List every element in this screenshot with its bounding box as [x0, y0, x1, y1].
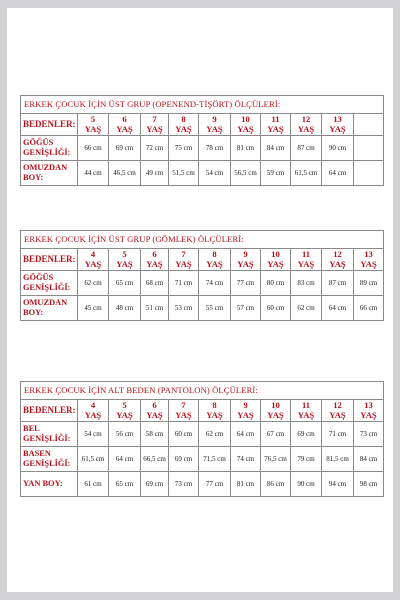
table-row	[21, 136, 384, 161]
value-cell: 74 cm	[199, 271, 231, 296]
row-label: OMUZDAN BOY:	[21, 161, 78, 186]
age-cell: 9 YAŞ	[199, 114, 231, 136]
sizes-label: BEDENLER:	[21, 249, 78, 271]
value-cell: 53 cm	[169, 296, 199, 321]
value-cell: 65 cm	[109, 472, 141, 497]
value-cell: 90 cm	[291, 472, 322, 497]
size-table-shirt	[20, 230, 384, 321]
table-row	[21, 296, 384, 321]
value-cell: 49 cm	[141, 161, 169, 186]
value-cell: 78 cm	[199, 136, 231, 161]
age-cell: 12 YAŞ	[322, 249, 354, 271]
value-cell: 87 cm	[322, 271, 354, 296]
value-cell: 44 cm	[78, 161, 109, 186]
value-cell: 72 cm	[141, 136, 169, 161]
table-title: ERKEK ÇOCUK İÇİN ALT BEDEN (PANTOLON) ÖLÇÜLERİ:	[21, 382, 384, 400]
value-cell: 48 cm	[109, 296, 141, 321]
value-cell: 64 cm	[231, 422, 261, 447]
age-cell: 5 YAŞ	[109, 400, 141, 422]
value-cell: 73 cm	[169, 472, 199, 497]
value-cell: 69 cm	[291, 422, 322, 447]
value-cell: 55 cm	[199, 296, 231, 321]
value-cell: 69 cm	[141, 472, 169, 497]
value-cell: 61,5 cm	[291, 161, 322, 186]
value-cell: 81,5 cm	[322, 447, 354, 472]
age-cell: 5 YAŞ	[78, 114, 109, 136]
age-cell: 13 YAŞ	[354, 400, 384, 422]
value-cell: 66 cm	[354, 296, 384, 321]
age-cell: 4 YAŞ	[78, 249, 109, 271]
header-row	[21, 400, 384, 422]
value-cell: 58 cm	[141, 422, 169, 447]
value-cell: 64 cm	[322, 296, 354, 321]
value-cell: 65 cm	[109, 271, 141, 296]
value-cell: 64 cm	[109, 447, 141, 472]
value-cell: 45 cm	[78, 296, 109, 321]
value-cell: 74 cm	[231, 447, 261, 472]
empty-cell	[354, 161, 384, 186]
value-cell: 57 cm	[231, 296, 261, 321]
table-title: ERKEK ÇOCUK İÇİN ÜST GRUP (GÖMLEK) ÖLÇÜLERİ:	[21, 231, 384, 249]
age-cell: 9 YAŞ	[231, 249, 261, 271]
value-cell: 81 cm	[231, 472, 261, 497]
value-cell: 81 cm	[231, 136, 261, 161]
value-cell: 83 cm	[291, 271, 322, 296]
value-cell: 77 cm	[231, 271, 261, 296]
value-cell: 51 cm	[141, 296, 169, 321]
value-cell: 84 cm	[261, 136, 291, 161]
value-cell: 75 cm	[169, 136, 199, 161]
value-cell: 64 cm	[322, 161, 354, 186]
age-cell: 7 YAŞ	[169, 400, 199, 422]
value-cell: 87 cm	[291, 136, 322, 161]
age-cell: 8 YAŞ	[199, 400, 231, 422]
age-cell: 10 YAŞ	[231, 114, 261, 136]
value-cell: 59 cm	[261, 161, 291, 186]
value-cell: 71 cm	[169, 271, 199, 296]
row-label: BASEN GENİŞLİĞİ:	[21, 447, 78, 472]
age-cell: 6 YAŞ	[141, 249, 169, 271]
value-cell: 67 cm	[261, 422, 291, 447]
age-cell: 11 YAŞ	[261, 114, 291, 136]
value-cell: 98 cm	[354, 472, 384, 497]
value-cell: 62 cm	[291, 296, 322, 321]
age-cell: 4 YAŞ	[78, 400, 109, 422]
age-cell: 12 YAŞ	[322, 400, 354, 422]
value-cell: 66,5 cm	[141, 447, 169, 472]
value-cell: 51,5 cm	[169, 161, 199, 186]
size-table-tshirt	[20, 95, 384, 186]
table-row	[21, 447, 384, 472]
header-row	[21, 114, 384, 136]
value-cell: 90 cm	[322, 136, 354, 161]
row-label: GÖĞÜS GENİŞLİĞİ:	[21, 271, 78, 296]
value-cell: 56,5 cm	[231, 161, 261, 186]
sizes-label: BEDENLER:	[21, 114, 78, 136]
age-cell: 7 YAŞ	[169, 249, 199, 271]
value-cell: 61,5 cm	[78, 447, 109, 472]
value-cell: 69 cm	[169, 447, 199, 472]
age-cell: 13 YAŞ	[322, 114, 354, 136]
value-cell: 80 cm	[261, 271, 291, 296]
value-cell: 89 cm	[354, 271, 384, 296]
row-label: BEL GENİŞLİĞİ:	[21, 422, 78, 447]
row-label: GÖĞÜS GENİŞLİĞİ:	[21, 136, 78, 161]
age-cell: 6 YAŞ	[109, 114, 141, 136]
table-row	[21, 161, 384, 186]
value-cell: 60 cm	[169, 422, 199, 447]
value-cell: 71,5 cm	[199, 447, 231, 472]
value-cell: 62 cm	[199, 422, 231, 447]
value-cell: 56 cm	[109, 422, 141, 447]
value-cell: 71 cm	[322, 422, 354, 447]
age-cell: 13 YAŞ	[354, 249, 384, 271]
age-cell: 9 YAŞ	[231, 400, 261, 422]
value-cell: 77 cm	[199, 472, 231, 497]
age-cell: 12 YAŞ	[291, 114, 322, 136]
age-cell: 10 YAŞ	[261, 249, 291, 271]
value-cell: 76,5 cm	[261, 447, 291, 472]
age-cell: 11 YAŞ	[291, 249, 322, 271]
value-cell: 66 cm	[78, 136, 109, 161]
table-row	[21, 271, 384, 296]
empty-cell	[354, 114, 384, 136]
value-cell: 73 cm	[354, 422, 384, 447]
age-cell: 7 YAŞ	[141, 114, 169, 136]
age-cell: 11 YAŞ	[291, 400, 322, 422]
value-cell: 94 cm	[322, 472, 354, 497]
sizes-label: BEDENLER:	[21, 400, 78, 422]
value-cell: 54 cm	[199, 161, 231, 186]
value-cell: 84 cm	[354, 447, 384, 472]
size-table-trousers	[20, 381, 384, 497]
header-row	[21, 249, 384, 271]
value-cell: 46,5 cm	[109, 161, 141, 186]
value-cell: 60 cm	[261, 296, 291, 321]
value-cell: 86 cm	[261, 472, 291, 497]
age-cell: 8 YAŞ	[199, 249, 231, 271]
value-cell: 62 cm	[78, 271, 109, 296]
age-cell: 10 YAŞ	[261, 400, 291, 422]
value-cell: 54 cm	[78, 422, 109, 447]
table-row	[21, 422, 384, 447]
value-cell: 68 cm	[141, 271, 169, 296]
table-row	[21, 472, 384, 497]
age-cell: 8 YAŞ	[169, 114, 199, 136]
age-cell: 5 YAŞ	[109, 249, 141, 271]
value-cell: 61 cm	[78, 472, 109, 497]
value-cell: 79 cm	[291, 447, 322, 472]
age-cell: 6 YAŞ	[141, 400, 169, 422]
value-cell: 69 cm	[109, 136, 141, 161]
row-label: YAN BOY:	[21, 472, 78, 497]
size-chart-page	[7, 8, 393, 592]
row-label: OMUZDAN BOY:	[21, 296, 78, 321]
empty-cell	[354, 136, 384, 161]
table-title: ERKEK ÇOCUK İÇİN ÜST GRUP (OPENEND-TİŞÖRT) ÖLÇÜLERİ:	[21, 96, 384, 114]
